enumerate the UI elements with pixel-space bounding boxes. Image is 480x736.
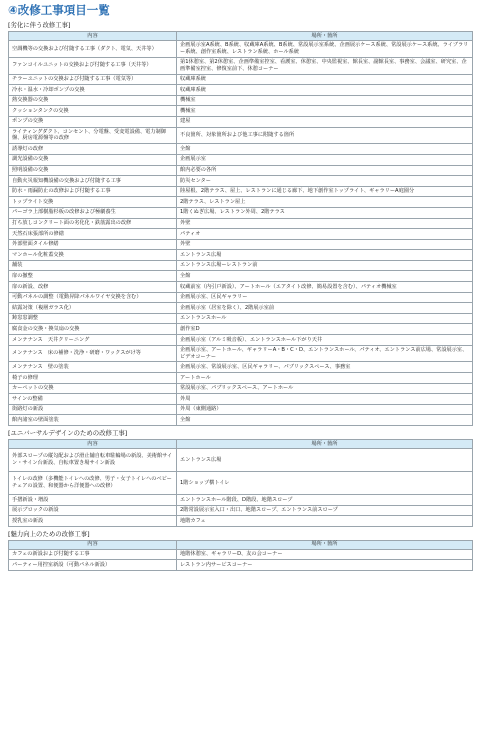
row-location: 企画展示室 <box>177 154 473 165</box>
table-row <box>9 303 473 314</box>
row-location: 1階くぬぎ広場、レストラン外周、2階テラス <box>177 207 473 218</box>
row-content: 打ち放しコンクリート面の劣化化・鉄筋露出の改修 <box>9 218 177 229</box>
renovation-table <box>8 31 473 426</box>
row-location: 創作室D <box>177 324 473 335</box>
table-row <box>9 362 473 373</box>
row-content: 手摺新設・増設 <box>9 495 177 506</box>
renovation-table <box>8 439 473 527</box>
sections-container <box>8 20 472 571</box>
row-content: マンホール化粧蓋交換 <box>9 250 177 261</box>
table-row <box>9 57 473 74</box>
row-location: 地階カフェ <box>177 516 473 527</box>
row-location: 機械室 <box>177 106 473 117</box>
table-row <box>9 41 473 58</box>
row-content: チラーユニットの交換および付随する工事（電気等） <box>9 74 177 85</box>
header-content: 内容 <box>9 540 177 549</box>
table-row <box>9 197 473 208</box>
row-content: 扉の新設、改修 <box>9 282 177 293</box>
row-content: 外部スロープの縦勾配および滑止舗自転車駐輪場の新設、美術館サイン・サイン台新設、自転車置き場サイン新設 <box>9 449 177 472</box>
row-location: 外周 <box>177 394 473 405</box>
page-title: ④改修工事項目一覧 <box>8 3 110 17</box>
row-content: トップライト交換 <box>9 197 177 208</box>
section-title: [劣化に伴う改修工事] <box>8 21 71 29</box>
section-title: [ユニバーサルデザインのための改修工事] <box>8 429 128 437</box>
header-location: 場所・箇所 <box>177 540 473 549</box>
table-row <box>9 106 473 117</box>
table-row <box>9 165 473 176</box>
row-content: ファンコイルユニットの交換および付随する工事（天井等） <box>9 57 177 74</box>
row-content: 熱交換器の交換 <box>9 95 177 106</box>
row-location: エントランスホール階段、D階段、地階スロープ <box>177 495 473 506</box>
section-title: [魅力向上のための改修工事] <box>8 529 90 538</box>
row-content: サインの整備 <box>9 394 177 405</box>
table-row <box>9 282 473 293</box>
row-content: 結露対策（複層ガラス化） <box>9 303 177 314</box>
row-content: クッションタンクの交換 <box>9 106 177 117</box>
renovation-table <box>8 540 473 571</box>
row-location: 陸屋根、2階テラス、屋上、レストランに通じる廊下、地下創作室トップライト、ギャラリーA庭園分 <box>177 186 473 197</box>
table-header-row <box>9 32 473 41</box>
row-content: パーティー用控室新設（可動パネル新設） <box>9 560 177 571</box>
row-location: 常設展示室、パブリックスペース、アートホール <box>177 383 473 394</box>
table-row <box>9 271 473 282</box>
table-row <box>9 154 473 165</box>
table-row <box>9 229 473 240</box>
row-content: カーペットの交換 <box>9 383 177 394</box>
row-location: 収蔵前室（内引戸新設）、アートホール（エアタイト改修、簡易設置を含む）、パティオ機械室 <box>177 282 473 293</box>
row-location: エントランス広場 <box>177 250 473 261</box>
table-row <box>9 186 473 197</box>
row-content: 外部壁面タイル修繕 <box>9 239 177 250</box>
table-row <box>9 292 473 303</box>
table-row <box>9 495 473 506</box>
table-row <box>9 449 473 472</box>
table-row <box>9 250 473 261</box>
row-location: 外周（東側通路） <box>177 404 473 415</box>
row-content: 防水・雨漏防止の改修および付随する工事 <box>9 186 177 197</box>
table-row <box>9 549 473 560</box>
table-row <box>9 313 473 324</box>
table-row <box>9 516 473 527</box>
row-content: 椅子の修理 <box>9 373 177 384</box>
header-content: 内容 <box>9 32 177 41</box>
row-location: 企画展示室（居室を除く）、2階展示室前 <box>177 303 473 314</box>
row-content: 扉の撤整 <box>9 271 177 282</box>
row-content: 舗装 <box>9 260 177 271</box>
table-row <box>9 74 473 85</box>
row-location: 館内必要の各所 <box>177 165 473 176</box>
row-content: 冷水・温水・冷却ポンプの交換 <box>9 85 177 96</box>
table-row <box>9 415 473 426</box>
row-location: 収蔵庫系統 <box>177 74 473 85</box>
row-content: 照明設備の交換 <box>9 165 177 176</box>
row-content: トイレの改修（多機能トイレへの改修、男子・女子トイレへのベビーチェアの設置、和便器から洋便器への改修） <box>9 472 177 495</box>
table-header-row <box>9 440 473 449</box>
row-content: 館内諸室の壁面塗装 <box>9 415 177 426</box>
header-location: 場所・箇所 <box>177 440 473 449</box>
table-row <box>9 176 473 187</box>
table-row <box>9 373 473 384</box>
table-row <box>9 335 473 346</box>
table-row <box>9 472 473 495</box>
row-location: 企画展示室A系統、B系統、収蔵庫A系統、B系統、常設展示室系統、企画展示ケース系統、常設展示ケース系統、ライブラリー系統、創作室系統、レストラン系統、ホール系統 <box>177 41 473 58</box>
table-row <box>9 239 473 250</box>
row-location: 全館 <box>177 144 473 155</box>
row-location: 2階常設展示室入口・出口、地階スロープ、エントランス前スロープ <box>177 505 473 516</box>
row-content: 天然石床張部所の修繕 <box>9 229 177 240</box>
row-location: 外壁 <box>177 218 473 229</box>
row-content: メンテナンス 床の補修・洗浄・研磨・ワックスがけ等 <box>9 345 177 362</box>
row-content: 誘導灯の改修 <box>9 144 177 155</box>
table-row <box>9 345 473 362</box>
row-content: メンテナンス 天井クリーニング <box>9 335 177 346</box>
row-content: 自動火災報知機設備の交換および付随する工事 <box>9 176 177 187</box>
row-location: 防災センター <box>177 176 473 187</box>
table-row <box>9 85 473 96</box>
table-row <box>9 207 473 218</box>
row-location: エントランスホール <box>177 313 473 324</box>
row-location: 企画展示室、区民ギャラリー <box>177 292 473 303</box>
row-location: 企画展示室、常設展示室、区民ギャラリー、パブリックスペース、事務室 <box>177 362 473 373</box>
row-location: 建屋 <box>177 116 473 127</box>
row-content: 可動パネルの調整（電動昇降パネルワイヤ交換を含む） <box>9 292 177 303</box>
row-content: 空調機等の交換および付随する工事（ダクト、電気、天井等） <box>9 41 177 58</box>
row-location: レストラン内サービスコーナー <box>177 560 473 571</box>
row-content: カフェの新設および付随する工事 <box>9 549 177 560</box>
table-row <box>9 383 473 394</box>
table-row <box>9 95 473 106</box>
row-location: 第1休憩室、第2休憩室、企画準備室控室、看護室、休憩室、中央監視室、館長室、副館長室、事務室、会議室、研究室、企画準備室控室、修復室前下、休憩コーナー <box>177 57 473 74</box>
row-location: 企画展示室（アルミ吸音板）、エントランスホール下がり天井 <box>177 335 473 346</box>
table-row <box>9 394 473 405</box>
row-content: 授乳室の新設 <box>9 516 177 527</box>
table-row <box>9 404 473 415</box>
row-content: 調光設備の交換 <box>9 154 177 165</box>
row-content: パーゴラ上部樹脂杉板の改修および極劇養生 <box>9 207 177 218</box>
header-location: 場所・箇所 <box>177 32 473 41</box>
table-row <box>9 560 473 571</box>
table-row <box>9 218 473 229</box>
row-content: メンテナンス 壁の塗装 <box>9 362 177 373</box>
table-header-row <box>9 540 473 549</box>
row-location: 全館 <box>177 271 473 282</box>
row-content: 街路灯の新設 <box>9 404 177 415</box>
table-row <box>9 324 473 335</box>
row-location: 収蔵庫系統 <box>177 85 473 96</box>
row-content: 腐食金の交換・換気扇の交換 <box>9 324 177 335</box>
row-location: 全館 <box>177 415 473 426</box>
table-row <box>9 144 473 155</box>
row-location: エントランス広場ーレストラン前 <box>177 260 473 271</box>
row-location: 外壁 <box>177 239 473 250</box>
row-location: アートホール <box>177 373 473 384</box>
row-location: 地階休憩室、ギャラリーD、友の会コーナー <box>177 549 473 560</box>
row-content: 展示ブロックの新設 <box>9 505 177 516</box>
row-location: 2階テラス、レストラン屋上 <box>177 197 473 208</box>
row-content: 鋳窓窓調整 <box>9 313 177 324</box>
table-row <box>9 505 473 516</box>
header-content: 内容 <box>9 440 177 449</box>
row-location: 機械室 <box>177 95 473 106</box>
row-content: ライティングダクト、コンセント、分電盤、受変電設備、電力制御盤、厨房電源盤等の改修 <box>9 127 177 144</box>
row-location: エントランス広場 <box>177 449 473 472</box>
row-location: 不良箇所、対象箇所および他工事に附随する箇所 <box>177 127 473 144</box>
table-row <box>9 116 473 127</box>
row-location: 1階ショップ横トイレ <box>177 472 473 495</box>
row-content: ポンプの交換 <box>9 116 177 127</box>
row-location: パティオ <box>177 229 473 240</box>
row-location: 企画展示室、アートホール、ギャラリーA・B・C・D、エントランスホール、パティオ、エントランス前広場、常設展示室、ビデオコーナー <box>177 345 473 362</box>
table-row <box>9 260 473 271</box>
table-row <box>9 127 473 144</box>
